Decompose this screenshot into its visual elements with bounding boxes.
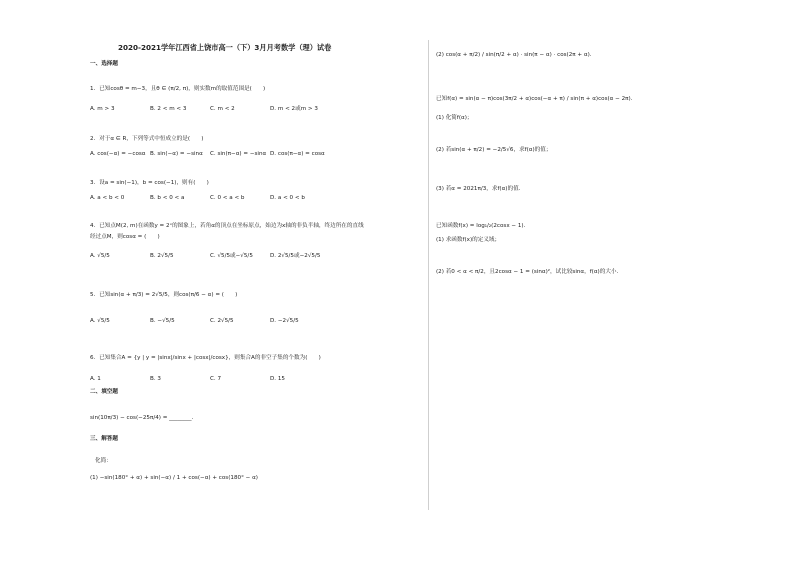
right-line-2: 已知f(α) = sin(α − π)cos(3π/2 + α)cos(−α + π) / sin(π + α)cos(α − 2π)． <box>436 96 637 102</box>
question-2-stem: 2．对于α ∈ R，下列等式中恒成立的是( ) <box>90 136 204 142</box>
question-1-stem: 1．已知cosθ = m−3，且θ ∈ (π/2, π)，则实数m的取值范围是( ) <box>90 86 266 92</box>
right-line-6: 已知函数f(x) = log₁/₂(2cosx − 1)． <box>436 223 530 229</box>
question-5-stem: 5．已知sin(α + π/3) = 2√5/5，则cos(π/6 − α) = ( ) <box>90 292 238 298</box>
question-5-option-a: A. √5/5 <box>90 318 110 324</box>
page-divider <box>428 40 429 510</box>
question-4-option-c: C. √5/5或−√5/5 <box>210 253 253 259</box>
question-5-option-c: C. 2√5/5 <box>210 318 234 324</box>
question-6-stem: 6．已知集合A = {y | y = |sinx|/sinx + |cosx|/cosx}，则集合A的非空子集的个数为( ) <box>90 355 321 361</box>
question-4-option-a: A. √5/5 <box>90 253 110 259</box>
question-3-option-b: B. b < 0 < a <box>150 195 185 201</box>
question-4-stem-line-2: 经过点M，则cosα = ( ) <box>90 234 160 240</box>
fill-question-1: sin(10π/3) − cos(−25π/4) = ________． <box>90 415 198 421</box>
question-2-option-a: A. cos(−α) = −cosα <box>90 151 146 157</box>
question-6-option-a: A. 1 <box>90 376 101 382</box>
section-fill-heading: 二、填空题 <box>90 389 118 395</box>
question-6-option-c: C. 7 <box>210 376 222 382</box>
exam-title: 2020-2021学年江西省上饶市高一（下）3月月考数学（理）试卷 <box>118 43 332 52</box>
right-line-4: (2) 若sin(α + π/2) = −2/5√6，求f(α)的值； <box>436 147 552 153</box>
question-6-option-b: B. 3 <box>150 376 161 382</box>
section-solve-heading: 三、解答题 <box>90 436 118 442</box>
right-line-3: (1) 化简f(α)； <box>436 115 473 121</box>
question-1-option-c: C. m < 2 <box>210 106 235 112</box>
question-1-option-a: A. m > 3 <box>90 106 115 112</box>
question-3-option-a: A. a < b < 0 <box>90 195 125 201</box>
solve-question-1: (1) −sin(180° + α) + sin(−α) / 1 + cos(−α) + cos(180° − α) <box>90 475 258 481</box>
question-3-stem: 3．设a = sin(−1)，b = cos(−1)，则有( ) <box>90 180 209 186</box>
solve-intro: 化简： <box>95 458 112 464</box>
question-5-option-b: B. −√5/5 <box>150 318 175 324</box>
question-4-option-b: B. 2√5/5 <box>150 253 174 259</box>
right-line-7: (1) 求函数f(x)的定义域； <box>436 237 501 243</box>
question-2-option-d: D. cos(π−α) = cosα <box>270 151 325 157</box>
question-5-option-d: D. −2√5/5 <box>270 318 299 324</box>
question-6-option-d: D. 15 <box>270 376 285 382</box>
question-3-option-c: C. 0 < a < b <box>210 195 245 201</box>
right-line-1: (2) cos(α + π/2) / sin(π/2 + α) · sin(π − α) · cos(2π + α)． <box>436 52 596 58</box>
question-1-option-d: D. m < 2或m > 3 <box>270 106 318 112</box>
section-choice-heading: 一、选择题 <box>90 61 118 67</box>
question-3-option-d: D. a < 0 < b <box>270 195 305 201</box>
question-4-stem-line-1: 4．已知点M(2, m)在函数y = 2ˣ的图象上，若角α的顶点在坐标原点，始边为x轴的非负半轴，终边所在的直线 <box>90 223 364 229</box>
right-line-8: (2) 若0 < α < π/2，且2cosα − 1 = (sinα)²，试比较sinα，f(α)的大小． <box>436 269 623 275</box>
question-1-option-b: B. 2 < m < 3 <box>150 106 187 112</box>
question-2-option-c: C. sin(π−α) = −sinα <box>210 151 267 157</box>
right-line-5: (3) 若α = 2021π/3，求f(α)的值． <box>436 186 525 192</box>
question-2-option-b: B. sin(−α) = −sinα <box>150 151 203 157</box>
question-4-option-d: D. 2√5/5或−2√5/5 <box>270 253 321 259</box>
